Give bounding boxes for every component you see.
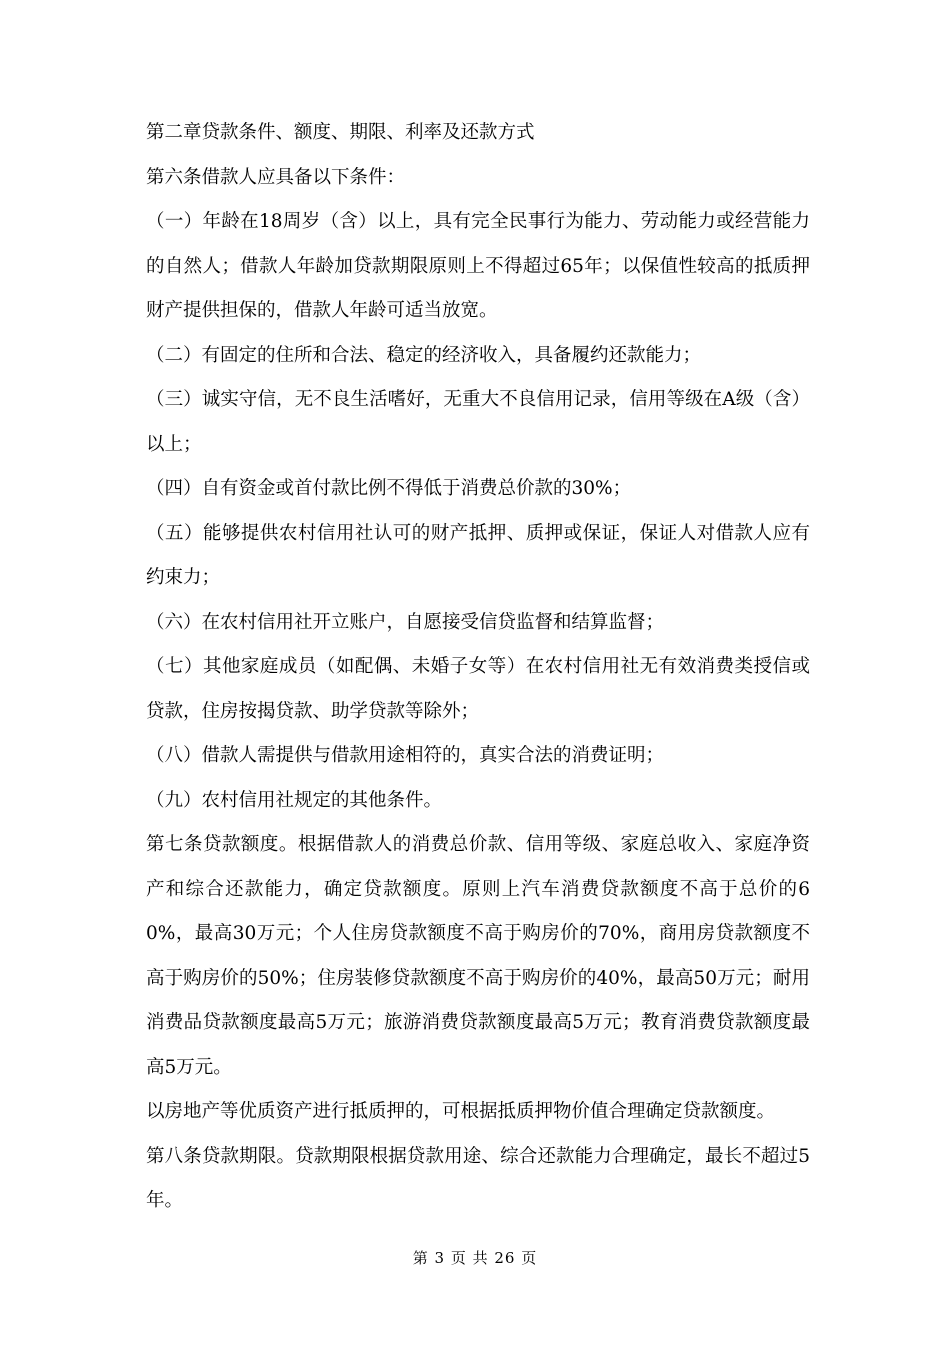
condition-item-9: （九）农村信用社规定的其他条件。 [146,789,443,811]
article-8-paragraph: 第八条贷款期限。贷款期限根据贷款用途、综合还款能力合理确定，最长不超过5年。 [146,1145,810,1211]
condition-item-1: （一）年龄在18周岁（含）以上，具有完全民事行为能力、劳动能力或经营能力的自然人；借款人年龄加贷款期限原则上不得超过65年；以保值性较高的抵质押财产提供担保的，借款人年龄可适当放宽。 [146,211,810,321]
condition-item-2: （二）有固定的住所和合法、稳定的经济收入，具备履约还款能力； [146,344,702,366]
condition-item-5: （五）能够提供农村信用社认可的财产抵押、质押或保证，保证人对借款人应有约束力； [146,522,810,588]
chapter-heading: 第二章贷款条件、额度、期限、利率及还款方式 [146,122,535,143]
article-7-paragraph: 第七条贷款额度。根据借款人的消费总价款、信用等级、家庭总收入、家庭净资产和综合还款能力，确定贷款额度。原则上汽车消费贷款额度不高于总价的60%，最高30万元；个人住房贷款额度不高于购房价的70%，商用房贷款额度不高于购房价的50%；住房装修贷款额度不高于购房价的40%，最高50万元；耐用消费品贷款额度最高5万元；旅游消费贷款额度最高5万元；教育消费贷款额度最高5万元。 [146,834,810,1078]
condition-item-8: （八）借款人需提供与借款用途相符的，真实合法的消费证明； [146,745,665,766]
collateral-paragraph: 以房地产等优质资产进行抵质押的，可根据抵质押物价值合理确定贷款额度。 [146,1101,776,1122]
condition-item-3: （三）诚实守信，无不良生活嗜好，无重大不良信用记录，信用等级在A级（含）以上； [146,389,810,455]
document-body [146,111,810,1224]
page-number-footer: 第 3 页 共 26 页 [412,1249,538,1267]
condition-item-7: （七）其他家庭成员（如配偶、未婚子女等）在农村信用社无有效消费类授信或贷款，住房按揭贷款、助学贷款等除外； [146,656,810,722]
article-6-heading: 第六条借款人应具备以下条件： [146,166,406,188]
condition-item-6: （六）在农村信用社开立账户，自愿接受信贷监督和结算监督； [146,611,665,633]
condition-item-4: （四）自有资金或首付款比例不得低于消费总价款的30%； [146,478,632,499]
